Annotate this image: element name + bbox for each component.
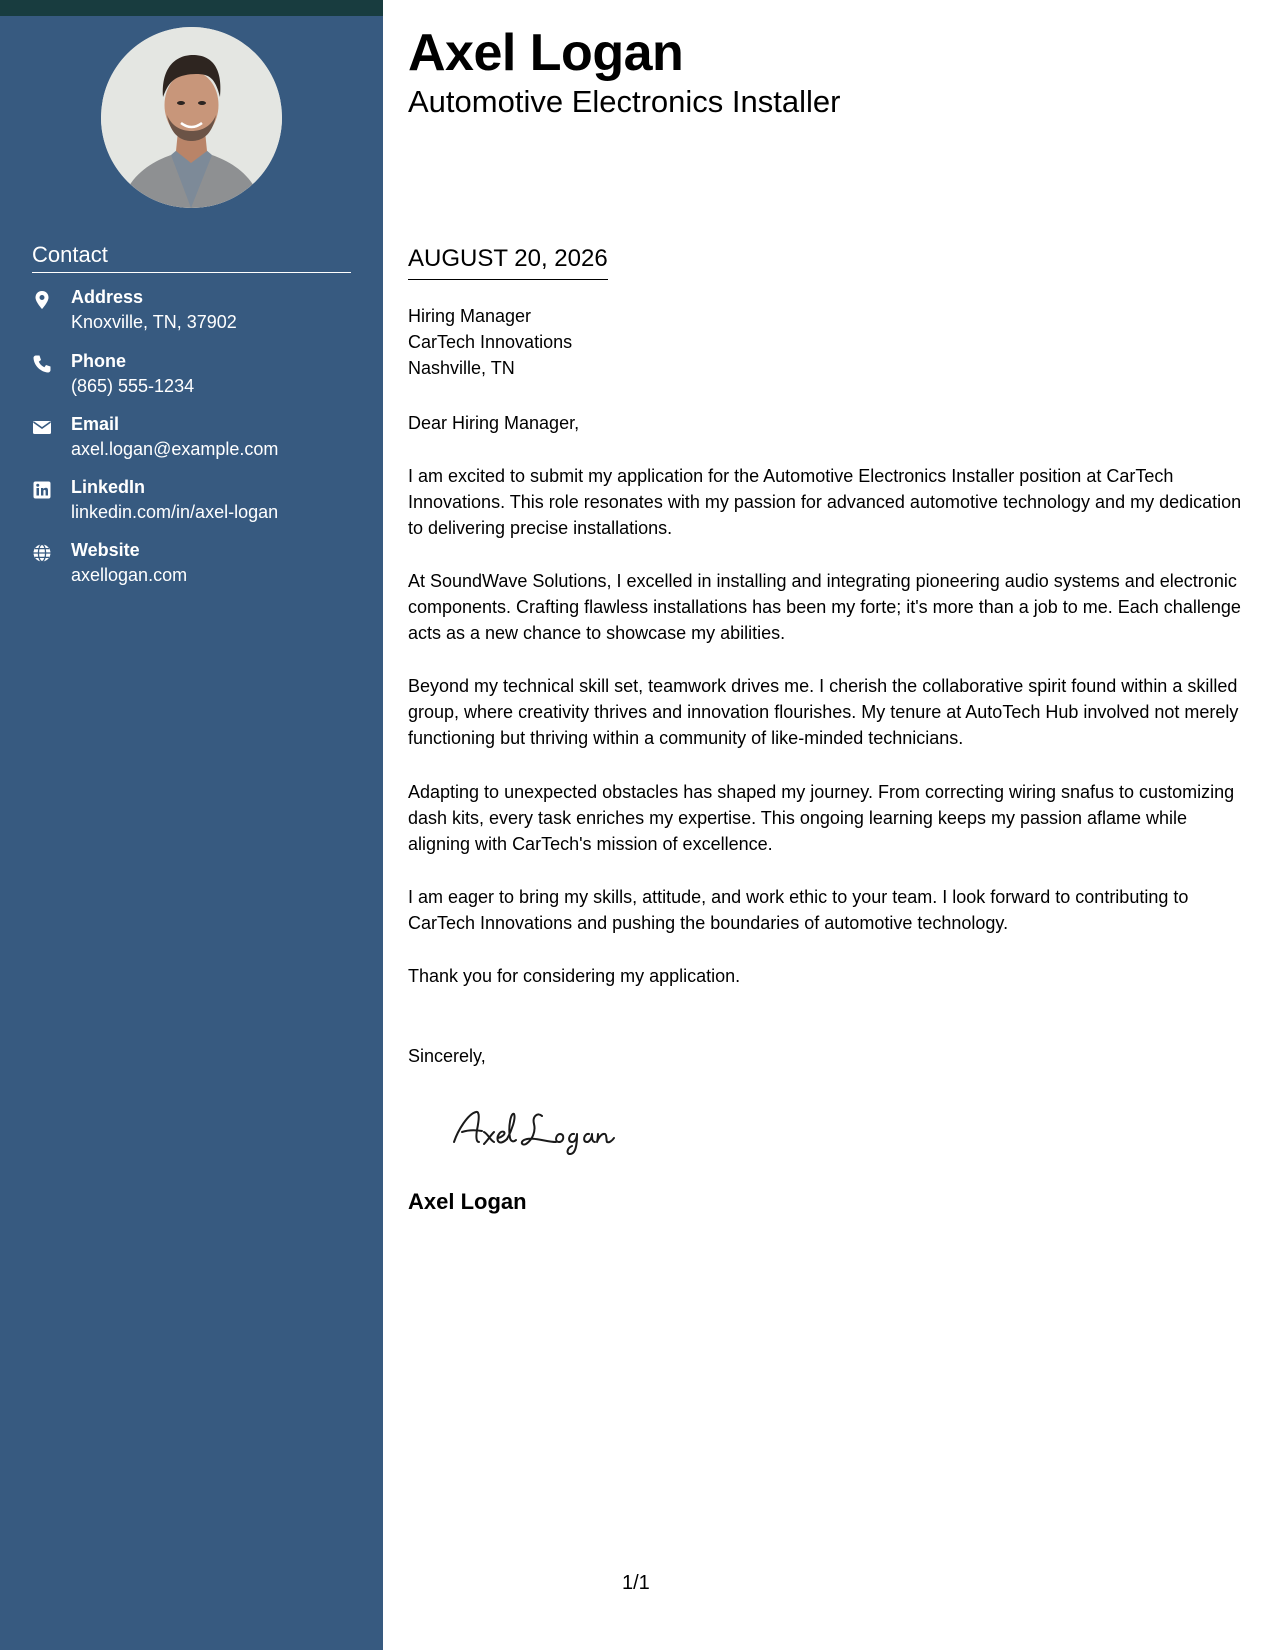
- salutation: Dear Hiring Manager,: [408, 413, 580, 433]
- paragraph: Beyond my technical skill set, teamwork drives me. I cherish the collaborative spirit found within a skilled group, where creativity thrives and innovation flourishes. My tenure at AutoTech Hub involved not merely functioning but thriving within a community of like-minded technicians.: [408, 676, 1239, 748]
- contact-value: (865) 555-1234: [71, 376, 195, 396]
- paragraph: Adapting to unexpected obstacles has shaped my journey. From correcting wiring snafus to customizing dash kits, every task enriches my expertise. This ongoing learning keeps my passion aflame while aligning with CarTech's mission of excellence.: [408, 782, 1235, 854]
- paragraph: Thank you for considering my application.: [408, 966, 741, 986]
- contact-value: axellogan.com: [71, 565, 188, 585]
- contact-label: Website: [71, 540, 140, 560]
- envelope-icon: [32, 417, 52, 437]
- contact-heading: Contact: [32, 240, 351, 273]
- applicant-title: Automotive Electronics Installer: [408, 84, 841, 119]
- phone-icon: [32, 354, 52, 374]
- paragraph: I am eager to bring my skills, attitude, and work ethic to your team. I look forward to contributing to CarTech Innovations and pushing the boundaries of automotive technology.: [408, 887, 1189, 933]
- contact-label: Address: [71, 287, 144, 307]
- linkedin-icon: [32, 480, 52, 500]
- signature-image: [446, 1100, 656, 1160]
- closing: Sincerely,: [408, 1046, 486, 1066]
- page-number: 1/1: [622, 1572, 650, 1594]
- globe-icon: [32, 543, 52, 563]
- recipient-line: Hiring Manager: [408, 306, 532, 326]
- contact-label: Email: [71, 414, 120, 434]
- paragraph: At SoundWave Solutions, I excelled in installing and integrating pioneering audio systems and electronic components. Crafting flawless installations has been my forte; it's more than a job to me. Each challenge acts as a new chance to showcase my abilities.: [408, 571, 1241, 643]
- avatar: [101, 27, 282, 208]
- sidebar: [0, 0, 383, 1650]
- signature-name: Axel Logan: [408, 1189, 527, 1214]
- paragraph: I am excited to submit my application for the Automotive Electronics Installer position at CarTech Innovations. This role resonates with my passion for advanced automotive technology and my dedication to delivering precise installations.: [408, 466, 1242, 538]
- letter-date: AUGUST 20, 2026: [408, 244, 608, 280]
- sidebar-top-bar: [0, 0, 383, 16]
- map-pin-icon: [32, 290, 52, 310]
- contact-value: linkedin.com/in/axel-logan: [71, 502, 279, 522]
- contact-value: axel.logan@example.com: [71, 439, 279, 459]
- recipient-block: [408, 303, 572, 381]
- applicant-name: Axel Logan: [408, 24, 684, 82]
- contact-label: LinkedIn: [71, 477, 146, 497]
- recipient-line: CarTech Innovations: [408, 332, 573, 352]
- contact-value: Knoxville, TN, 37902: [71, 312, 237, 332]
- contact-label: Phone: [71, 351, 127, 371]
- profile-photo: [101, 27, 282, 208]
- recipient-line: Nashville, TN: [408, 358, 515, 378]
